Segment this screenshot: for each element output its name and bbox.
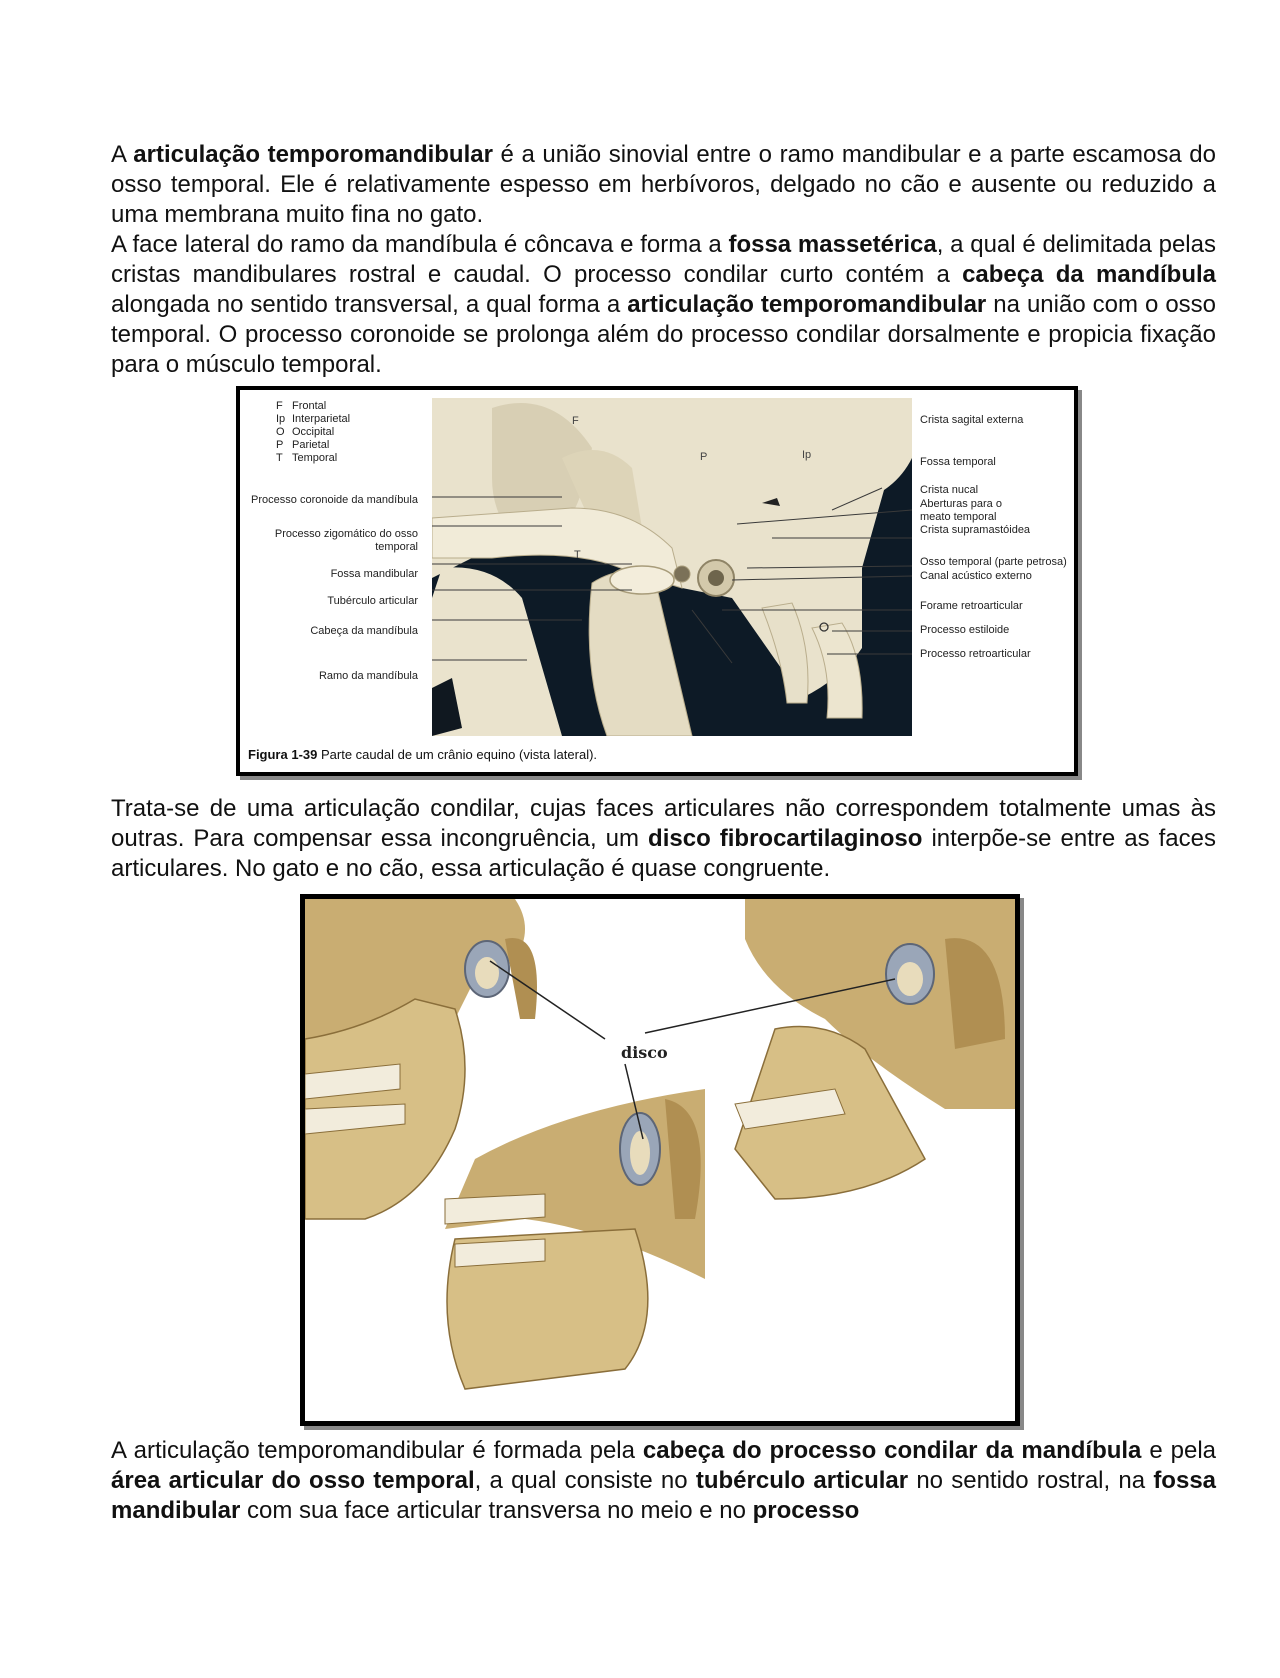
figure-equine-skull — [236, 386, 1078, 776]
label-right: Crista nucal — [920, 484, 979, 496]
label-right: Forame retroarticular — [920, 600, 1023, 612]
legend-item: T Temporal — [276, 452, 338, 464]
text: alongada no sentido transversal, a qual forma a — [111, 291, 628, 318]
bold-term: processo — [752, 1497, 860, 1524]
text: no sentido rostral, na — [908, 1467, 1154, 1494]
label-left: Ramo da mandíbula — [318, 670, 418, 682]
label-left: Processo zigomático do osso temporal — [274, 528, 418, 553]
paragraph-3 — [111, 1436, 1216, 1526]
text: na união com o osso temporal. O processo coronoide se prolonga além do processo condilar dorsalmente e propicia fixação para o músculo temporal. — [111, 291, 1217, 378]
figure-caption: Figura 1-39 Parte caudal de um crânio equino (vista lateral). — [248, 747, 598, 762]
photo-letter: F — [572, 415, 579, 427]
text: com sua face articular transversa no meio e no — [240, 1497, 753, 1524]
bold-term: articulação temporomandibular — [627, 291, 987, 318]
figure-tmj-disc — [300, 894, 1020, 1426]
bold-term: área articular do osso temporal — [111, 1467, 475, 1494]
text: interpõe-se entre as faces articulares. No gato e no cão, essa articulação é quase congruente. — [111, 825, 1216, 882]
text: Trata-se de uma articulação condilar, cujas faces articulares não correspondem totalmente umas às outras. Para compensar essa incongruência, um — [111, 795, 1216, 852]
figure-legend — [276, 400, 350, 465]
text: e pela — [1141, 1437, 1217, 1464]
legend-item: Ip Interparietal — [276, 413, 351, 425]
text: , a qual consiste no — [474, 1467, 696, 1494]
paragraph-2 — [111, 794, 1216, 884]
legend-item: O Occipital — [276, 426, 335, 438]
text: , a qual é delimitada pelas cristas mandibulares rostral e caudal. O processo condilar curto contém a — [111, 231, 1216, 288]
bold-term: fossa mandibular — [111, 1467, 1217, 1524]
label-right: Processo retroarticular — [920, 648, 1031, 660]
label-left: Cabeça da mandíbula — [310, 625, 418, 637]
photo-letter: T — [574, 549, 581, 561]
label-left: Fossa mandibular — [330, 568, 418, 580]
text: A face lateral do ramo da mandíbula é côncava e forma a — [111, 231, 729, 258]
paragraph-1 — [111, 140, 1216, 380]
legend-item: F Frontal — [276, 400, 327, 412]
label-right: Processo estiloide — [920, 624, 1010, 636]
bold-term: cabeça do processo condilar da mandíbula — [642, 1437, 1142, 1464]
label-right: Crista supramastóidea — [920, 524, 1031, 536]
photo-letter: Ip — [802, 449, 812, 461]
skull-photo — [432, 398, 912, 736]
label-right: Crista sagital externa — [920, 414, 1024, 426]
label-right: Fossa temporal — [920, 456, 996, 468]
text: é a união sinovial entre o ramo mandibular e a parte escamosa do osso temporal. Ele é relativamente espesso em herbívoros, delgado no cão e ausente ou reduzido a uma membrana muito fina no gato. — [111, 141, 1216, 228]
bold-term: fossa massetérica — [728, 231, 937, 258]
photo-letter: P — [700, 451, 708, 463]
label-left: Processo coronoide da mandíbula — [251, 494, 418, 506]
label-right: Aberturas para o meato temporal — [920, 498, 1002, 523]
bold-term: disco fibrocartilaginoso — [648, 825, 923, 852]
bold-term: tubérculo articular — [695, 1467, 909, 1494]
label-left: Tubérculo articular — [327, 595, 418, 607]
bold-term: cabeça da mandíbula — [962, 261, 1216, 288]
tmj-illustration — [305, 899, 1015, 1421]
legend-item: P Parietal — [276, 439, 330, 451]
bold-term: articulação temporomandibular — [133, 141, 493, 168]
label-right: Canal acústico externo — [920, 570, 1032, 582]
label-right: Osso temporal (parte petrosa) — [920, 556, 1067, 568]
text: A — [111, 141, 134, 168]
disc-label: disco — [621, 1043, 668, 1062]
text: A articulação temporomandibular é formada pela — [111, 1437, 643, 1464]
